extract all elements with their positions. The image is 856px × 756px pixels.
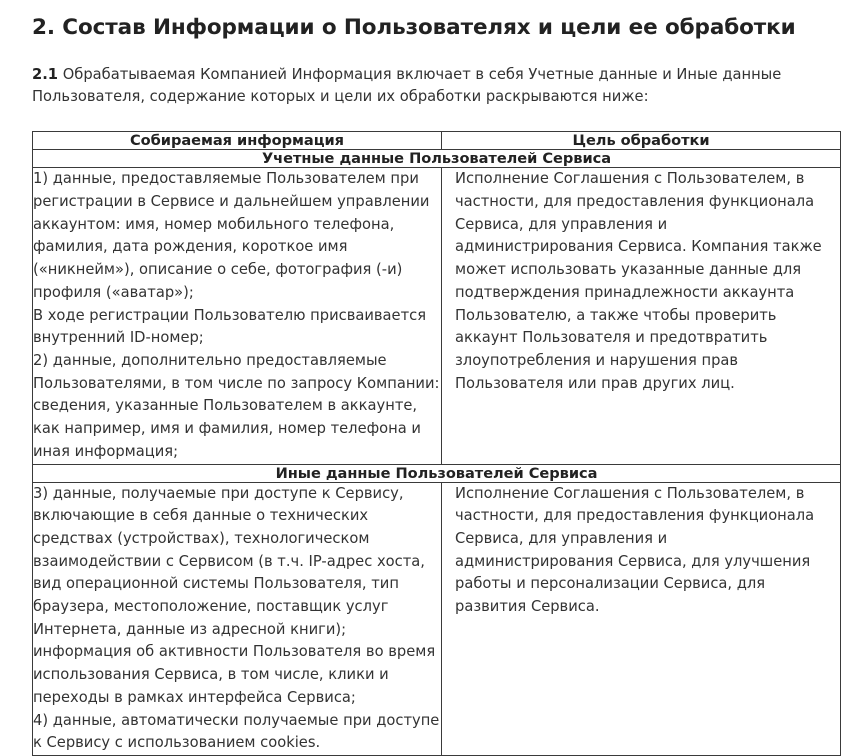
section-title-other-data: Иные данные Пользователей Сервиса — [33, 464, 841, 482]
intro-paragraph — [16, 42, 838, 110]
table-header-row — [33, 132, 841, 150]
intro-paragraph-text: Обрабатываемая Компанией Информация включает в себя Учетные данные и Иные данные Пользователя, содержание которых и цели их обработки раскрываются ниже: — [32, 65, 782, 106]
information-purpose-table — [32, 131, 841, 756]
cell-information-account-data: 1) данные, предоставляемые Пользователем при регистрации в Сервисе и дальнейшем управлении аккаунтом: имя, номер мобильного телефона, фамилия, дата рождения, короткое имя («никнейм»), описание о себе, фотография (-и) профиля («аватар»); В ходе регистрации Пользователю присваивается внутренний ID-номер; 2) данные, дополнительно предоставляемые Пользователями, в том числе по запросу Компании: сведения, указанные Пользователем в аккаунте, как например, имя и фамилия, номер телефона и иная информация; — [33, 168, 442, 464]
section-title-account-data: Учетные данные Пользователей Сервиса — [33, 150, 841, 168]
table-row — [33, 168, 841, 464]
section-header-row — [33, 464, 841, 482]
column-header-information: Собираемая информация — [33, 132, 442, 150]
section-header-row — [33, 150, 841, 168]
cell-information-other-data: 3) данные, получаемые при доступе к Сервису, включающие в себя данные о технических средствах (устройствах), технологическом взаимодействии с Сервисом (в т.ч. IP-адрес хоста, вид операционной системы Пользователя, тип браузера, местоположение, поставщик услуг Интернета, данные из адресной книги); информация об активности Пользователя во время использования Сервиса, в том числе, клики и переходы в рамках интерфейса Сервиса; 4) данные, автоматически получаемые при доступе к Сервису с использованием cookies. — [33, 482, 442, 755]
intro-clause-number: 2.1 — [32, 65, 59, 83]
column-header-purpose: Цель обработки — [442, 132, 841, 150]
cell-purpose-other-data: Исполнение Соглашения с Пользователем, в частности, для предоставления функционала Сервиса, для управления и администрирования Сервиса, для улучшения работы и персонализации Сервиса, для развития Сервиса. — [442, 482, 841, 755]
table-row — [33, 482, 841, 755]
page-title: 2. Состав Информации о Пользователях и цели ее обработки — [32, 15, 796, 40]
cell-purpose-account-data: Исполнение Соглашения с Пользователем, в частности, для предоставления функционала Сервиса, для управления и администрирования Сервиса. Компания также может использовать указанные данные для подтверждения принадлежности аккаунта Пользователю, а также чтобы проверить аккаунт Пользователя и предотвратить злоупотребления и нарушения прав Пользователя или прав других лиц. — [442, 168, 841, 464]
